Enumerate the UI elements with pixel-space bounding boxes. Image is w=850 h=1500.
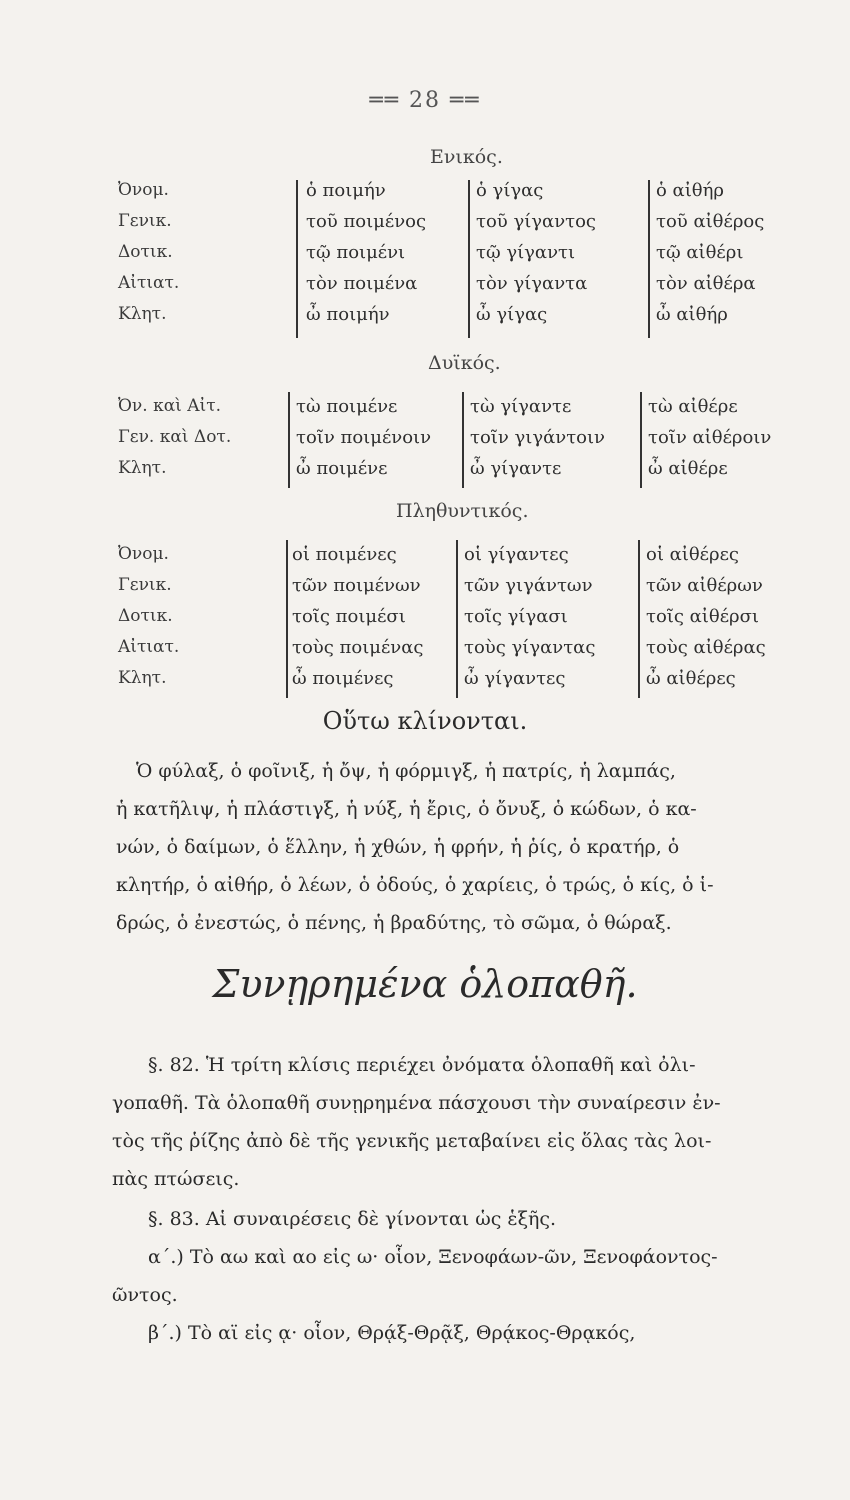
section-heading: Οὕτω κλίνονται. (322, 707, 528, 735)
table-cell: ὦ αἰθέρε (648, 458, 728, 479)
page-number-line (0, 88, 850, 113)
case-label: Ὀνομ. (118, 180, 169, 200)
table-cell: τὸν γίγαντα (476, 273, 588, 294)
case-label: Αἰτιατ. (118, 637, 180, 657)
section-83-paragraph (112, 1200, 718, 1352)
case-label: Δοτικ. (118, 242, 173, 262)
table-cell: τοὺς ποιμένας (292, 637, 424, 658)
table-cell: οἱ αἰθέρες (646, 544, 739, 565)
table-cell: τὼ ποιμένε (296, 396, 398, 417)
table-cell: οἱ γίγαντες (464, 544, 569, 565)
table-cell: τὼ γίγαντε (470, 396, 572, 417)
contracted-nouns-heading: Συνῃρημένα ὁλοπαθῆ. (212, 962, 638, 1006)
table-cell: ὦ αἰθέρες (646, 668, 736, 689)
page-rule-right: ══ (441, 88, 481, 113)
table-cell: τὸν αἰθέρα (656, 273, 756, 294)
dual-title: Δυϊκός. (428, 352, 501, 374)
paragraph-line: δρώς, ὁ ἐνεστώς, ὁ πένης, ἡ βραδύτης, τὸ σῶμα, ὁ θώραξ. (116, 912, 672, 934)
singular-rule-2 (468, 180, 470, 338)
table-cell: τοὺς γίγαντας (464, 637, 596, 658)
plural-title: Πληθυντικός. (396, 500, 529, 522)
table-cell: τῷ ποιμένι (306, 242, 406, 263)
section-82-paragraph (112, 1046, 721, 1198)
singular-title: Ενικός. (430, 146, 503, 168)
case-label: Κλητ. (118, 304, 167, 324)
table-cell: τὸν ποιμένα (306, 273, 418, 294)
table-cell: τῶν γιγάντων (464, 575, 593, 596)
table-cell: τοῖν αἰθέροιν (648, 427, 772, 448)
page-number: 28 (409, 88, 441, 113)
case-label: Ὀν. καὶ Αἰτ. (118, 396, 222, 416)
paragraph-line: τὸς τῆς ῥίζης ἀπὸ δὲ τῆς γενικῆς μεταβαίνει εἰς ὅλας τὰς λοι- (112, 1130, 712, 1152)
dual-rule-1 (288, 392, 290, 488)
table-cell: ὦ αἰθήρ (656, 304, 728, 325)
table-cell: τοὺς αἰθέρας (646, 637, 766, 658)
table-cell: ὦ γίγας (476, 304, 548, 325)
case-label: Γενικ. (118, 575, 172, 595)
table-cell: ὦ ποιμένες (292, 668, 394, 689)
case-label: Γενικ. (118, 211, 172, 231)
table-cell: τοῖν γιγάντοιν (470, 427, 605, 448)
paragraph-line: πὰς πτώσεις. (112, 1168, 240, 1190)
page-rule-left: ══ (369, 88, 409, 113)
table-cell: τῷ γίγαντι (476, 242, 576, 263)
dual-rule-2 (462, 392, 464, 488)
table-cell: τοῖν ποιμένοιν (296, 427, 432, 448)
table-cell: ὦ ποιμένε (296, 458, 388, 479)
table-cell: ὁ ποιμήν (306, 180, 386, 201)
paragraph-line: νών, ὁ δαίμων, ὁ ἕλλην, ἡ χθών, ἡ φρήν, ἡ ῥίς, ὁ κρατήρ, ὁ (116, 836, 680, 858)
table-cell: τῶν αἰθέρων (646, 575, 763, 596)
table-cell: ὁ γίγας (476, 180, 544, 201)
word-list-paragraph (116, 752, 714, 942)
table-cell: τὼ αἰθέρε (648, 396, 738, 417)
table-cell: τοῖς γίγασι (464, 606, 568, 627)
table-cell: ὦ ποιμήν (306, 304, 390, 325)
case-label: Κλητ. (118, 458, 167, 478)
paragraph-line: ἡ κατῆλιψ, ἡ πλάστιγξ, ἡ νύξ, ἡ ἔρις, ὁ ὄνυξ, ὁ κώδων, ὁ κα- (116, 798, 697, 820)
paragraph-line: γοπαθῆ. Τὰ ὁλοπαθῆ συνῃρημένα πάσχουσι τὴν συναίρεσιν ἐν- (112, 1092, 721, 1114)
plural-rule-1 (286, 540, 288, 698)
paragraph-line: κλητήρ, ὁ αἰθήρ, ὁ λέων, ὁ ὀδούς, ὁ χαρίεις, ὁ τρώς, ὁ κίς, ὁ ἱ- (116, 874, 714, 896)
table-cell: τοῦ ποιμένος (306, 211, 427, 232)
table-cell: τοῖς ποιμέσι (292, 606, 406, 627)
case-label: Ὀνομ. (118, 544, 169, 564)
plural-rule-2 (456, 540, 458, 698)
table-cell: τοῦ γίγαντος (476, 211, 597, 232)
paragraph-line: ῶντος. (112, 1284, 178, 1306)
paragraph-line: Ὁ φύλαξ, ὁ φοῖνιξ, ἡ ὄψ, ἡ φόρμιγξ, ἡ πατρίς, ἡ λαμπάς, (136, 760, 676, 782)
table-cell: τοῦ αἰθέρος (656, 211, 765, 232)
table-cell: ὦ γίγαντες (464, 668, 566, 689)
table-cell: ὁ αἰθήρ (656, 180, 724, 201)
plural-rule-3 (638, 540, 640, 698)
table-cell: τῶν ποιμένων (292, 575, 421, 596)
dual-rule-3 (640, 392, 642, 488)
singular-rule-3 (648, 180, 650, 338)
case-label: Κλητ. (118, 668, 167, 688)
paragraph-line: α΄.) Τὸ αω καὶ αο εἰς ω· οἷον, Ξενοφάων-ῶν, Ξενοφάοντος- (148, 1246, 718, 1268)
paragraph-line: §. 82. Ἡ τρίτη κλίσις περιέχει ὀνόματα ὁλοπαθῆ καὶ ὀλι- (148, 1054, 696, 1076)
case-label: Δοτικ. (118, 606, 173, 626)
paragraph-line: β΄.) Τὸ αϊ εἰς ᾳ· οἷον, Θρᾴξ-Θρᾷξ, Θρᾴκος-Θρᾳκός, (148, 1322, 636, 1344)
case-label: Αἰτιατ. (118, 273, 180, 293)
paragraph-line: §. 83. Αἱ συναιρέσεις δὲ γίνονται ὡς ἑξῆς. (148, 1208, 557, 1230)
table-cell: οἱ ποιμένες (292, 544, 397, 565)
case-label: Γεν. καὶ Δοτ. (118, 427, 232, 447)
table-cell: ὦ γίγαντε (470, 458, 562, 479)
table-cell: τοῖς αἰθέρσι (646, 606, 759, 627)
singular-rule-1 (296, 180, 298, 338)
table-cell: τῷ αἰθέρι (656, 242, 744, 263)
